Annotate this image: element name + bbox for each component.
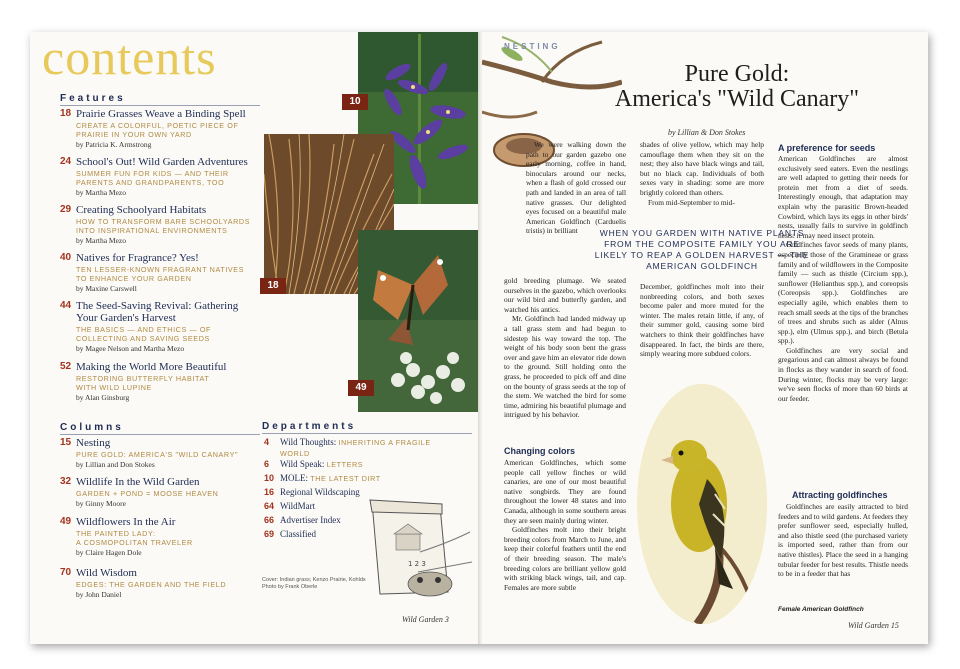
entry-title-text: Wild Speak: <box>280 459 327 469</box>
entry-title-text: Regional Wildscaping <box>280 487 360 497</box>
subhead-attracting: Attracting goldfinches <box>792 490 888 500</box>
entry-author: by Maxine Carswell <box>76 284 137 293</box>
entry-subtitle: HOW TO TRANSFORM BARE SCHOOLYARDS INTO INSPIRATIONAL ENVIRONMENTS <box>76 217 251 235</box>
features-rule <box>60 105 260 106</box>
entry-title <box>280 473 381 484</box>
svg-text:1 2 3: 1 2 3 <box>408 560 426 568</box>
entry-subtitle: RESTORING BUTTERFLY HABITAT WITH WILD LUPINE <box>76 374 210 392</box>
entry-author: by Lillian and Don Stokes <box>76 460 155 469</box>
col2-mid <box>640 282 764 359</box>
entry-subtitle: EDGES: THE GARDEN AND THE FIELD <box>76 580 227 589</box>
entry-title-text: WildMart <box>280 501 316 511</box>
col3-pref-2: Goldfinches favor seeds of many plants, especially those of the Gramineae or grass family and of wildflowers in the Composite family — such as thistle (Circium spp.), sunflower (Helianthus spp.), and coreopsis (Coreopsis spp.). Goldfinches are especially agile, which enables them to reach small seeds at the tips of the branches of trees and shrubs such as alder (Alnus spp.), elm (Ulmus spp.), and birch (Betula spp.). <box>778 240 908 346</box>
entry-author: by Martha Mezo <box>76 188 126 197</box>
entry-title: School's Out! Wild Garden Adventures <box>76 156 248 168</box>
entry-title <box>280 501 315 512</box>
col2-para-1: shades of olive yellow, which may help camouflage them when they sit on the nest; they also have black wings and tail, but no black cap. Individuals of both sexes vary in shading: some are more brightly colored than others. <box>640 140 764 197</box>
entry-author: by Ginny Moore <box>76 499 126 508</box>
col1-intro-text: We were walking down the path to our garden gazebo one early morning, coffee in hand, binoculars around our necks, when a flash of gold crossed our path and landed in an area of tall native grasses. Our delighted eyes focused on a beautiful male American Goldfinch (Carduelis tristis) in brilliant <box>526 140 626 236</box>
page-number: 4 <box>264 437 270 447</box>
entry-title: The Seed-Saving Revival: Gathering Your Garden's Harvest <box>76 300 239 324</box>
byline: by Lillian & Don Stokes <box>668 128 746 137</box>
columns-heading: Columns <box>60 422 124 433</box>
col1-changing-1: American Goldfinches, which some people call yellow finches or wild canaries, are one of our most beautiful native songbirds. They are found throughout the lower 48 states and into Canada, although in some southern areas they are seen mainly during winter. <box>504 458 626 525</box>
contents-title: contents <box>42 32 217 85</box>
butterfly-icon <box>358 230 480 412</box>
article-page <box>482 32 928 644</box>
entry-subtitle: INHERITING A FRAGILE WORLD <box>280 438 431 458</box>
right-folio: Wild Garden 15 <box>848 621 899 630</box>
entry-title: Prairie Grasses Weave a Binding Spell <box>76 108 246 120</box>
left-folio: Wild Garden 3 <box>402 615 449 624</box>
entry-subtitle: PURE GOLD: AMERICA'S "WILD CANARY" <box>76 450 239 459</box>
photo-tag-18: 18 <box>260 278 286 294</box>
col1-changing-2: Goldfinches molt into their bright breeding colors from March to June, and keep their colorful feathers until the end of their breeding season. The male's breeding colors are brilliant yellow gold with striking black wings, tail, and cap. Females are more subtle <box>504 525 626 592</box>
col3-pref-1: American Goldfinches are almost exclusively seed eaters. Even the nestlings are well adapted to getting their needs for protein met from a diet of seeds. Interestingly enough, that adaptation may explain why the parasitic Brown-headed Cowbird, which lays its eggs in other birds' nests, usually fails to survive in goldfinch nests: it may need insect protein. <box>778 154 908 240</box>
departments-rule <box>262 433 472 434</box>
entry-author: by John Daniel <box>76 590 122 599</box>
page-number: 32 <box>60 476 72 487</box>
entry-title-text: Advertiser Index <box>280 515 341 525</box>
entry-title <box>280 459 363 470</box>
entry-title: Nesting <box>76 437 111 449</box>
entry-author: by Alan Ginsburg <box>76 393 130 402</box>
entry-author: by Claire Hagen Dole <box>76 548 142 557</box>
contents-page <box>30 32 480 644</box>
goldfinch-photo <box>637 384 767 624</box>
col3-attracting <box>778 502 908 579</box>
headline-line-1: Pure Gold: <box>684 61 790 87</box>
subhead-preference: A preference for seeds <box>778 143 876 153</box>
col1-para-2: Mr. Goldfinch had landed midway up a tall grass stem and had begun to sidestep his way toward the top. The weight of his body soon bent the grass over and gave him an elevator ride down to the ground. Still holding onto the grass, he proceeded to pick off and dine on the bounty of grass seeds at the top of the stem. We watched the bird for some time, admiring his beautiful plumage and intrigued by his behavior. <box>504 314 626 420</box>
entry-title: Natives for Fragrance? Yes! <box>76 252 199 264</box>
entry-author: by Patricia K. Armstrong <box>76 140 152 149</box>
page-number: 64 <box>264 501 275 511</box>
butterfly-photo <box>358 230 480 412</box>
col1-para-1: gold breeding plumage. We seated ourselves in the gazebo, which overlooks our wild bird and butterfly garden, and watched his antics. <box>504 276 626 314</box>
entry-title: Wildflowers In the Air <box>76 516 176 528</box>
section-kicker: NESTING <box>504 42 561 51</box>
entry-title <box>280 437 431 459</box>
entry-title: Wildlife In the Wild Garden <box>76 476 200 488</box>
page-number: 44 <box>60 300 72 311</box>
entry-title <box>280 529 316 540</box>
col1-body <box>504 276 626 420</box>
bird-caption: Female American Goldfinch <box>778 606 864 613</box>
columns-rule <box>60 434 260 435</box>
entry-subtitle: GARDEN + POND = MOOSE HEAVEN <box>76 489 219 498</box>
entry-subtitle: THE BASICS — AND ETHICS — OF COLLECTING AND SAVING SEEDS <box>76 325 212 343</box>
flower-pot-sketch <box>360 492 478 604</box>
entry-subtitle: SUMMER FUN FOR KIDS — AND THEIR PARENTS AND GRANDPARENTS, TOO <box>76 169 229 187</box>
pull-quote: WHEN YOU GARDEN WITH NATIVE PLANTS FROM THE COMPOSITE FAMILY YOU ARE LIKELY TO REAP A GOLDEN HARVEST — THE AMERICAN GOLDFINCH <box>594 228 810 271</box>
page-number: 69 <box>264 529 275 539</box>
page-number: 10 <box>264 473 275 483</box>
headline-line-2: America's "Wild Canary" <box>614 86 860 112</box>
page-number: 66 <box>264 515 275 525</box>
page-number: 24 <box>60 156 72 167</box>
page-number: 29 <box>60 204 72 215</box>
col3-attr-1: Goldfinches are easily attracted to bird feeders and to wild gardens. At feeders they prefer sunflower seed, especially hulled, and also thistle seed (the purchased variety is imported seed, rather than from our native thistles). Place the seed in a hanging tubular feeder for best results. Thistle needs to be in a feeder that has <box>778 502 908 579</box>
page-number: 18 <box>60 108 72 119</box>
entry-title: Making the World More Beautiful <box>76 361 227 373</box>
page-number: 15 <box>60 437 72 448</box>
goldfinch-icon <box>637 384 767 624</box>
entry-author: by Magee Nelson and Martha Mezo <box>76 344 185 353</box>
photo-tag-10: 10 <box>342 94 368 110</box>
entry-title-text: MOLE: <box>280 473 311 483</box>
features-heading: Features <box>60 93 126 104</box>
entry-subtitle: THE LATEST DIRT <box>310 474 381 483</box>
col3-pref <box>778 154 908 403</box>
cover-caption: Cover: Indian grass; Kenzo Prairie, Kohlds <box>262 577 366 583</box>
page-number: 52 <box>60 361 72 372</box>
col1-changing <box>504 458 626 592</box>
col3-pref-3: Goldfinches are very social and gregarious and can almost always be found in flocks as they wander in search of food. During winter, flocks may be very large: we've seen flocks of more than 60 birds at our feeder. <box>778 345 908 403</box>
page-number: 6 <box>264 459 270 469</box>
entry-title <box>280 487 360 498</box>
photo-tag-49: 49 <box>348 380 374 396</box>
page-number: 40 <box>60 252 72 263</box>
page-number: 70 <box>60 567 72 578</box>
entry-title <box>280 515 341 526</box>
col2-para-2: From mid-September to mid- <box>648 197 735 207</box>
entry-subtitle: CREATE A COLORFUL, POETIC PIECE OF PRAIRIE IN YOUR OWN YARD <box>76 121 239 139</box>
entry-title: Creating Schoolyard Habitats <box>76 204 207 216</box>
entry-subtitle: LETTERS <box>326 460 364 469</box>
subhead-changing-colors: Changing colors <box>504 446 576 456</box>
entry-title-text: Classified <box>280 529 316 539</box>
page-number: 49 <box>60 516 72 527</box>
col2-para-3: December, goldfinches molt into their nonbreeding colors, and both sexes become paler and more muted for the winter. The males retain little, if any, of their summer gold, causing some bird watchers to think their goldfinches have disappeared. In fact, the birds are there, simply wearing more subdued colors. <box>640 282 764 359</box>
entry-title-text: Wild Thoughts: <box>280 437 339 447</box>
entry-subtitle: TEN LESSER-KNOWN FRAGRANT NATIVES TO ENHANCE YOUR GARDEN <box>76 265 245 283</box>
cover-caption-photo: Photo by Frank Oberle <box>262 584 318 590</box>
col2-top <box>640 140 764 207</box>
departments-heading: Departments <box>262 421 357 432</box>
entry-subtitle: THE PAINTED LADY: A COSMOPOLITAN TRAVELER <box>76 529 193 547</box>
article-headline <box>552 62 922 112</box>
entry-title: Wild Wisdom <box>76 567 137 579</box>
page-number: 16 <box>264 487 275 497</box>
entry-author: by Martha Mezo <box>76 236 126 245</box>
col1-intro <box>504 140 626 236</box>
